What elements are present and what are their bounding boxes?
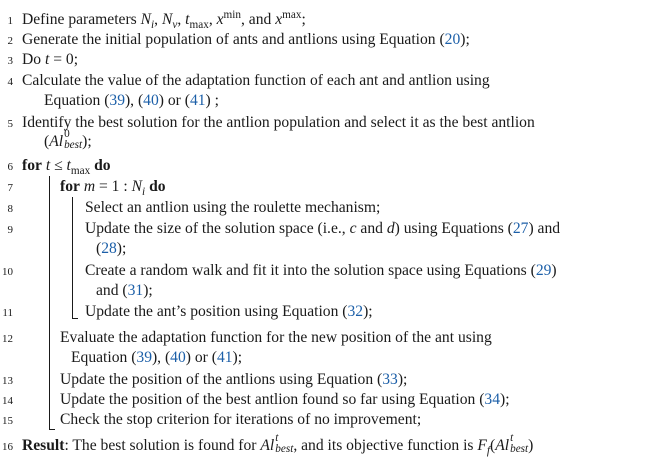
line-number: 15 bbox=[2, 415, 13, 427]
line-number: 1 bbox=[7, 15, 13, 27]
equation-link[interactable]: 40 bbox=[143, 92, 159, 109]
line-number: 4 bbox=[7, 76, 13, 88]
equation-link[interactable]: 39 bbox=[109, 92, 125, 109]
equation-link[interactable]: 39 bbox=[136, 349, 152, 366]
outer-loop-rule bbox=[49, 176, 50, 429]
line-text: Generate the initial population of ants and antlions using Equation (20); bbox=[22, 31, 470, 48]
line-text: (28); bbox=[96, 240, 127, 257]
line-number: 2 bbox=[7, 35, 13, 47]
line-text: Identify the best solution for the antlion population and select it as the best antlion bbox=[22, 114, 535, 131]
line-number: 8 bbox=[7, 203, 13, 215]
equation-link[interactable]: 41 bbox=[216, 349, 233, 366]
line-number: 3 bbox=[7, 55, 13, 67]
line-text: Result: The best solution is found for Al t best , and its objective function is $F_f(Al$ t best ) bbox=[22, 432, 534, 458]
line-number: 5 bbox=[7, 118, 13, 130]
line-number: 10 bbox=[2, 266, 13, 278]
line-text: Equation (39), (40) or (41); bbox=[71, 349, 243, 366]
equation-link[interactable]: 20 bbox=[444, 31, 461, 48]
equation-link[interactable]: 28 bbox=[101, 240, 117, 257]
line-text: Update the position of the antlions using Equation (33); bbox=[60, 371, 408, 388]
line-text: Update the size of the solution space (i.e., c and d) using Equations (27) and bbox=[85, 220, 561, 237]
line-number: 9 bbox=[7, 224, 13, 236]
inner-loop-rule-end bbox=[72, 318, 78, 319]
line-number: 11 bbox=[2, 307, 13, 319]
line-number: 14 bbox=[2, 395, 13, 407]
line-text: for $t \le t_{max}$ do bbox=[22, 157, 111, 178]
line-text: Select an antlion using the roulette mechanism; bbox=[85, 199, 381, 216]
line-text: Update the ant’s position using Equation (32); bbox=[85, 303, 373, 320]
line-text: Define parameters $N_i$, $N_v$, $t_{max}$, $x^{min}$, and $x^{max}$; bbox=[22, 8, 306, 32]
equation-link[interactable]: 41 bbox=[189, 92, 206, 109]
line-text: Check the stop criterion for iterations of no improvement; bbox=[60, 411, 422, 428]
inner-loop-rule bbox=[72, 197, 73, 318]
line-text: Update the position of the best antlion found so far using Equation (34); bbox=[60, 391, 510, 408]
equation-link[interactable]: 32 bbox=[347, 303, 364, 320]
line-number: 16 bbox=[2, 441, 13, 453]
line-text: Equation (39), (40) or (41) ; bbox=[44, 92, 219, 109]
outer-loop-rule-end bbox=[49, 429, 55, 430]
line-text: and (31); bbox=[96, 282, 153, 299]
equation-link[interactable]: 40 bbox=[170, 349, 186, 366]
line-number: 13 bbox=[2, 375, 13, 387]
line-text: Do t = 0; bbox=[22, 51, 79, 68]
equation-link[interactable]: 33 bbox=[382, 371, 398, 388]
equation-link[interactable]: 29 bbox=[535, 262, 552, 279]
equation-link[interactable]: 27 bbox=[512, 220, 529, 237]
line-text: Evaluate the adaptation function for the new position of the ant using bbox=[60, 329, 492, 346]
equation-link[interactable]: 31 bbox=[127, 282, 144, 299]
line-number: 12 bbox=[2, 333, 13, 345]
line-text: Create a random walk and fit it into the solution space using Equations (29) bbox=[85, 262, 557, 279]
line-number: 7 bbox=[7, 182, 13, 194]
line-text: for m = 1 : $N_i$ do bbox=[60, 178, 166, 199]
line-text: (Al 0 best ); bbox=[44, 128, 92, 152]
line-text: Calculate the value of the adaptation function of each ant and antlion using bbox=[22, 72, 490, 89]
line-number: 6 bbox=[7, 161, 13, 173]
equation-link[interactable]: 34 bbox=[484, 391, 501, 408]
